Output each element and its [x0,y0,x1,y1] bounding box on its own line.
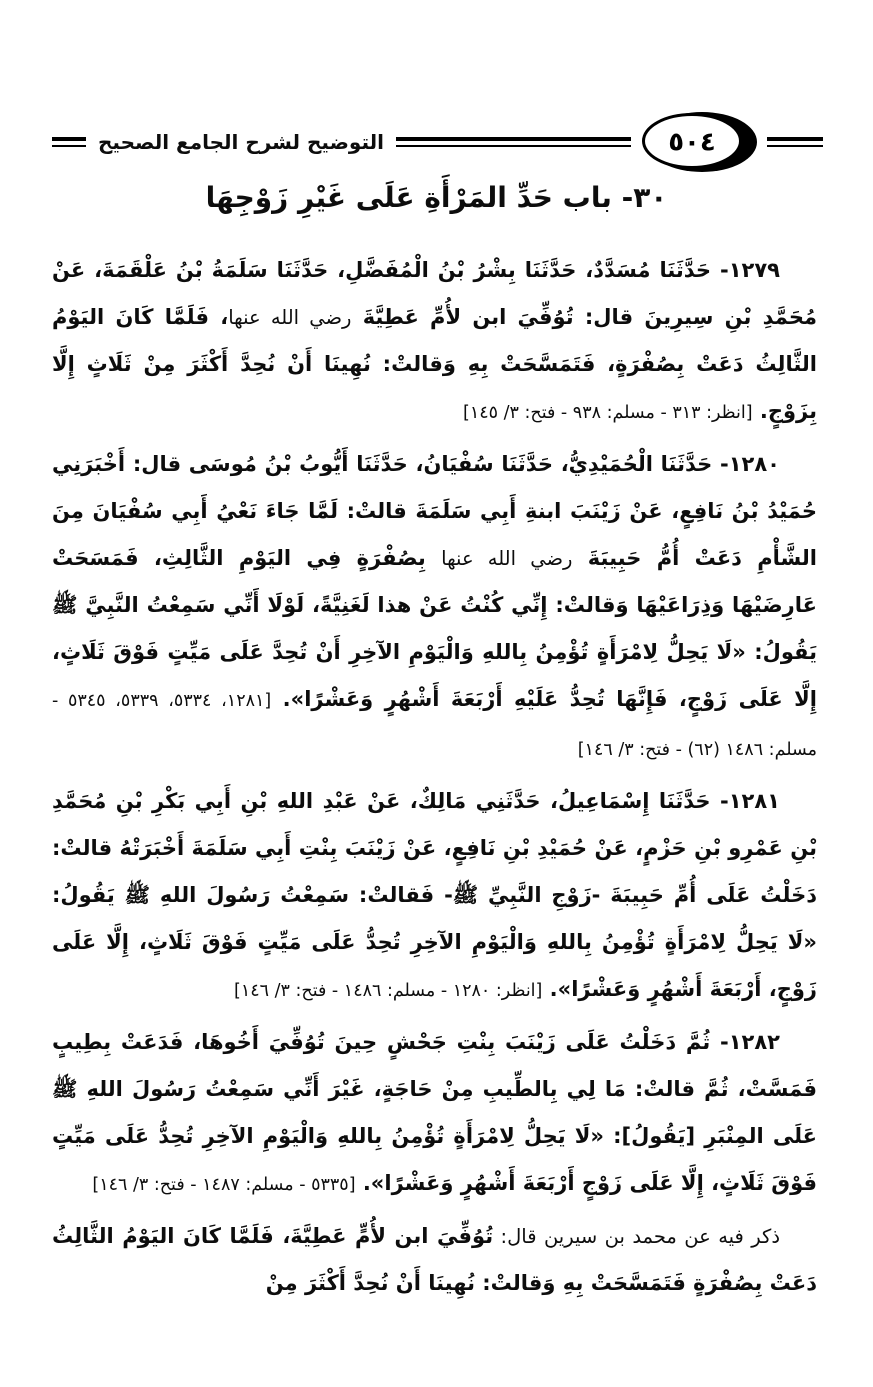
plain-text: رضي الله عنها [441,547,573,570]
header-rule-middle [396,137,631,147]
hadith-text: ١٢٧٩- حَدَّثَنَا مُسَدَّدٌ، حَدَّثَنَا بِشْرُ بْنُ الْمُفَضَّلِ، حَدَّثَنَا سَلَمَةُ بْنُ عَلْقَمَةَ، عَنْ مُحَمَّدِ بْنِ سِيرِينَ قال: تُوُفِّيَ ابن لأُمِّ عَطِيَّةَ [52,258,818,329]
hadith-text: ١٢٨٠- حَدَّثَنَا الْحُمَيْدِيُّ، حَدَّثَنَا سُفْيَانُ، حَدَّثَنَا أَيُّوبُ بْنُ مُوسَى قال: أَخْبَرَنِي حُمَيْدُ بْنُ نَافِعٍ، عَنْ زَيْنَبَ ابنةِ أَبِي سَلَمَةَ قالتْ: لَمَّا جَاءَ نَعْيُ أَبِي سُفْيَانَ مِنَ الشَّأْمِ دَعَتْ أُمُّ حَبِيبَةَ [52,452,817,570]
page-number-ornament [640,111,758,173]
hadith-text: ، فَلَمَّا كَانَ اليَوْمُ الثَّالِثُ دَعَتْ بِصُفْرَةٍ، فَتَمَسَّحَتْ بِهِ وَقالتْ: نُهِينَا أَنْ نُحِدَّ أَكْثَرَ مِنْ ثَلَاثٍ إِلَّا بِزَوْجٍ. [52,305,817,423]
plain-text: رضي الله عنها [228,306,352,329]
hadith-list [52,247,817,1357]
page-header [52,110,823,174]
hadith-text: ١٢٨١- حَدَّثَنَا إِسْمَاعِيلُ، حَدَّثَنِي مَالِكٌ، عَنْ عَبْدِ اللهِ بْنِ أَبِي بَكْرِ بْنِ مُحَمَّدِ بْنِ عَمْرِو بْنِ حَزْمٍ، عَنْ حُمَيْدِ بْنِ نَافِعٍ، عَنْ زَيْنَبَ بِنْتِ أَبِي سَلَمَةَ أَخْبَرَتْهُ قالتْ: دَخَلْتُ عَلَى أُمِّ حَبِيبَةَ -زَوْجِ النَّبِيِّ ﷺ- فَقالتْ: سَمِعْتُ رَسُولَ اللهِ ﷺ يَقُولُ: «لَا يَحِلُّ لِامْرَأَةٍ تُؤْمِنُ بِاللهِ وَالْيَوْمِ الآخِرِ تُحِدُّ عَلَى مَيِّتٍ فَوْقَ ثَلَاثٍ، إِلَّا عَلَى زَوْجٍ، أَرْبَعَةَ أَشْهُرٍ وَعَشْرًا». [52,789,817,1001]
hadith-text: تُوُفِّيَ ابن لأُمٍّ عَطِيَّةَ، فَلَمَّا كَانَ اليَوْمُ الثَّالِثُ دَعَتْ بِصُفْرَةٍ فَتَمَسَّحَتْ بِهِ وَقالتْ: نُهِينَا أَنْ نُحِدَّ أَكْثَرَ مِنْ [52,1224,817,1295]
hadith-paragraph [52,1019,817,1209]
hadith-paragraph [52,441,817,774]
hadith-text: ١٢٨٢- ثُمَّ دَخَلْتُ عَلَى زَيْنَبَ بِنْتِ جَحْشٍ حِينَ تُوُفِّيَ أَخُوهَا، فَدَعَتْ بِطِيبٍ فَمَسَّتْ، ثُمَّ قالتْ: مَا لِي بِالطِّيبِ مِنْ حَاجَةٍ، غَيْرَ أَنِّي سَمِعْتُ رَسُولَ اللهِ ﷺ عَلَى المِنْبَرِ [يَقُولُ]: «لَا يَحِلُّ لِامْرَأَةٍ تُؤْمِنُ بِاللهِ وَالْيَوْمِ الآخِرِ تُحِدُّ عَلَى مَيِّتٍ فَوْقَ ثَلَاثٍ، إِلَّا عَلَى زَوْجٍ أَرْبَعَةَ أَشْهُرٍ وَعَشْرًا». [52,1030,817,1195]
takhrij-reference: [٥٣٣٥ - مسلم: ١٤٨٧ - فتح: ٣/ ١٤٦] [92,1175,356,1195]
page-number-oval [640,111,758,173]
chapter-heading: ٣٠- باب حَدِّ المَرْأَةِ عَلَى غَيْرِ زَوْجِهَا [205,181,668,214]
plain-text: ذكر فيه عن محمد بن سيرين قال: [493,1225,781,1248]
hadith-paragraph [52,778,817,1015]
hadith-paragraph [52,247,817,437]
hadith-paragraph [52,1213,817,1307]
takhrij-reference: [انظر: ١٢٨٠ - مسلم: ١٤٨٦ - فتح: ٣/ ١٤٦] [234,981,543,1001]
takhrij-reference: [انظر: ٣١٣ - مسلم: ٩٣٨ - فتح: ٣/ ١٤٥] [463,403,753,423]
page-number: ٥٠٤ [668,127,716,158]
header-rule-right-stub [767,137,823,147]
book-title: التوضيح لشرح الجامع الصحيح [98,130,384,154]
takhrij-reference: [١٢٨١، ٥٣٣٤، ٥٣٣٩، ٥٣٤٥ - مسلم: ١٤٨٦ (٦٢) - فتح: ٣/ ١٤٦] [52,691,817,760]
hadith-text: بِصُفْرَةٍ فِي اليَوْمِ الثَّالِثِ، فَمَسَحَتْ عَارِضَيْهَا وَذِرَاعَيْهَا وَقالتْ: إِنِّي كُنْتُ عَنْ هذا لَغَنِيَّةً، لَوْلَا أَنِّي سَمِعْتُ النَّبِيَّ ﷺ يَقُولُ: «لَا يَحِلُّ لِامْرَأَةٍ تُؤْمِنُ بِاللهِ وَالْيَوْمِ الآخِرِ أَنْ تُحِدَّ عَلَى مَيِّتٍ فَوْقَ ثَلَاثٍ، إِلَّا عَلَى زَوْجٍ، فَإِنَّهَا تُحِدُّ عَلَيْهِ أَرْبَعَةَ أَشْهُرٍ وَعَشْرًا». [52,546,817,711]
header-rule-left-stub [52,137,86,147]
